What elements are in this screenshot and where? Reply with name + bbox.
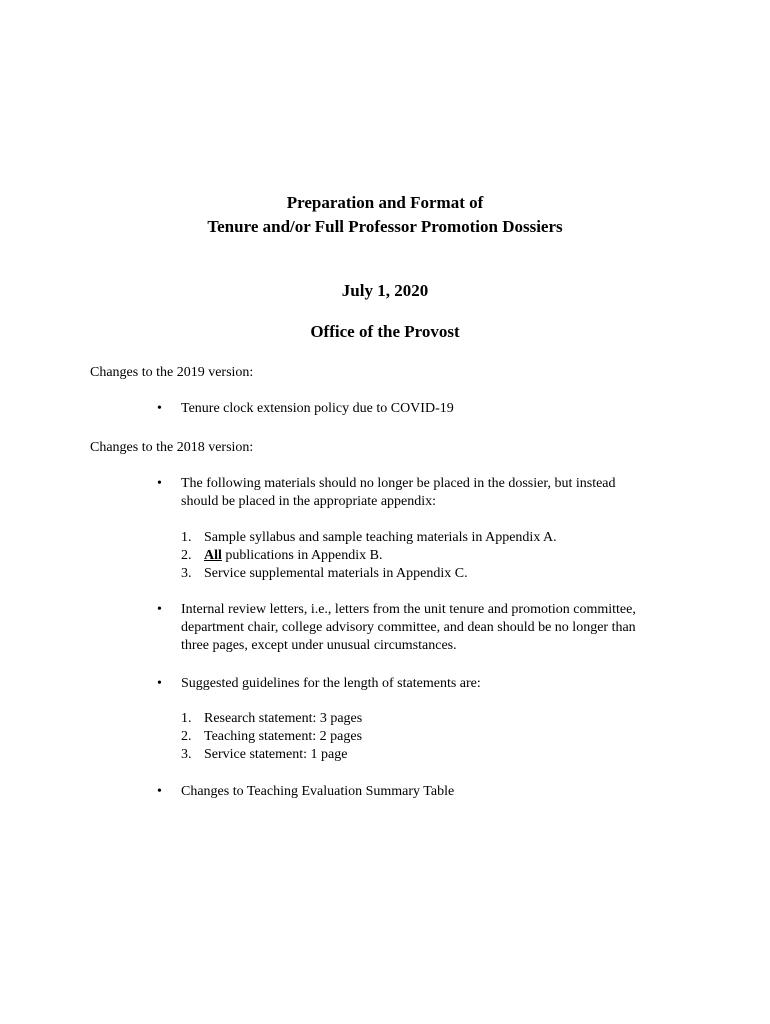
list-number: 1.: [181, 530, 192, 545]
bullet-glyph: •: [157, 676, 162, 691]
appendix-item-b-text: publications in Appendix B.: [221, 548, 383, 563]
statement-service: Service statement: 1 page: [204, 747, 348, 762]
list-number: 2.: [181, 729, 192, 744]
title-line-1: Preparation and Format of: [286, 193, 484, 212]
emphasis-all: All: [204, 548, 222, 563]
bullet-1-line-1: The following materials should no longer be placed in the dossier, but instead: [181, 476, 616, 491]
bullet-glyph: •: [157, 476, 162, 491]
section-2018-bullet-1: [181, 475, 701, 511]
appendix-item-c: Service supplemental materials in Appendix C.: [204, 566, 468, 581]
section-2019-intro: Changes to the 2019 version:: [90, 365, 254, 380]
document-title: [0, 191, 770, 239]
bullet-glyph: •: [157, 602, 162, 617]
statement-research: Research statement: 3 pages: [204, 711, 363, 726]
bullet-2-line-3: three pages, except under unusual circumstances.: [181, 638, 457, 653]
statement-teaching: Teaching statement: 2 pages: [204, 729, 363, 744]
title-line-2: Tenure and/or Full Professor Promotion Dossiers: [207, 217, 563, 236]
list-number: 1.: [181, 711, 192, 726]
section-2018-bullet-2: [181, 601, 701, 655]
document-office: Office of the Provost: [310, 322, 460, 341]
section-2018-bullet-3: Suggested guidelines for the length of statements are:: [181, 676, 481, 691]
bullet-2-line-2: department chair, college advisory committee, and dean should be no longer than: [181, 620, 636, 635]
appendix-item-a: Sample syllabus and sample teaching materials in Appendix A.: [204, 530, 557, 545]
bullet-1-line-2: should be placed in the appropriate appendix:: [181, 494, 437, 509]
section-2018-intro: Changes to the 2018 version:: [90, 440, 254, 455]
bullet-2-line-1: Internal review letters, i.e., letters from the unit tenure and promotion committee,: [181, 602, 636, 617]
bullet-glyph: •: [157, 401, 162, 416]
list-number: 3.: [181, 747, 192, 762]
list-number: 2.: [181, 548, 192, 563]
list-number: 3.: [181, 566, 192, 581]
bullet-glyph: •: [157, 784, 162, 799]
document-date: July 1, 2020: [341, 281, 429, 300]
appendix-item-b: [204, 547, 383, 565]
section-2019-bullet-1: Tenure clock extension policy due to COVID-19: [181, 401, 454, 416]
section-2018-bullet-4: Changes to Teaching Evaluation Summary Table: [181, 784, 455, 799]
